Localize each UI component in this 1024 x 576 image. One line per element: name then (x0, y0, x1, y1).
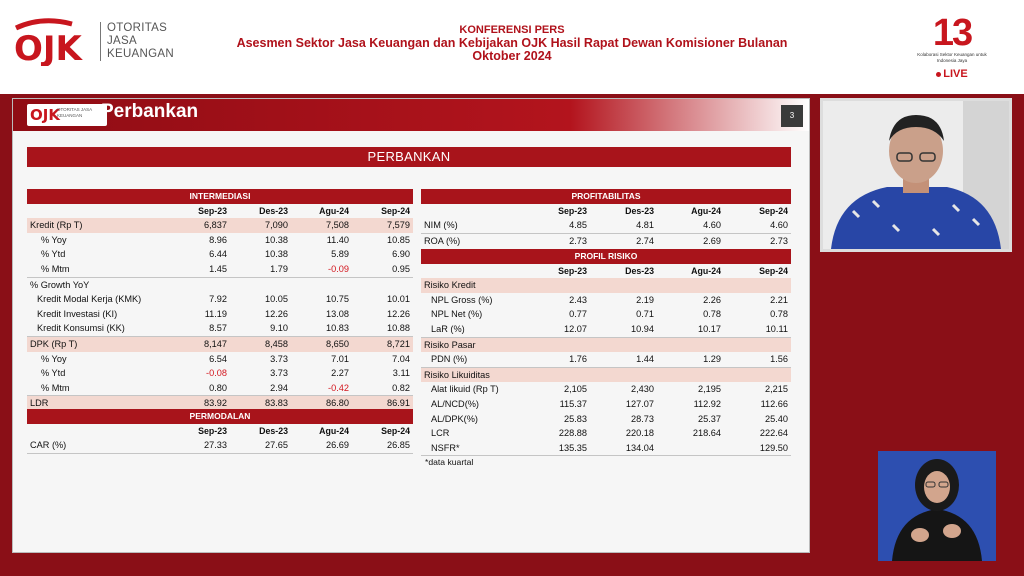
conference-title: Asesmen Sektor Jasa Keuangan dan Kebijakan OJK Hasil Rapat Dewan Komisioner Bulanan (236, 36, 788, 50)
cell-value: 10.05 (265, 294, 288, 305)
cell-value: 10.38 (265, 234, 288, 245)
cell-value: 2.43 (569, 294, 587, 305)
table-row (421, 382, 791, 397)
ojk-logo-text (100, 22, 180, 61)
row-label: Kredit Konsumsi (KK) (27, 321, 169, 336)
cell-value: 1.29 (657, 352, 724, 367)
cell-value: 10.38 (265, 249, 288, 260)
cell-value: 25.83 (564, 413, 587, 424)
column-header: Des-23 (230, 424, 291, 439)
speaker-video-feed (820, 98, 1012, 252)
row-label: NSFR* (421, 441, 523, 456)
cell-value: 2.74 (636, 235, 654, 246)
table-row (27, 366, 413, 381)
column-header: Sep-23 (169, 204, 230, 219)
row-label: NIM (%) (421, 218, 523, 233)
cell-value: 10.75 (326, 294, 349, 305)
table-row (27, 307, 413, 322)
cell-value: 8.57 (169, 321, 230, 336)
cell-value: -0.42 (291, 381, 352, 396)
table-row (27, 277, 413, 292)
table-row (421, 412, 791, 427)
cell-value: 2.94 (230, 381, 291, 396)
table-row (421, 293, 791, 308)
cell-value (169, 277, 230, 292)
section-header: PROFIL RISIKO (421, 249, 791, 264)
cell-value: 25.40 (765, 413, 788, 424)
cell-value: 2,215 (765, 384, 788, 395)
row-label: Risiko Likuiditas (421, 367, 523, 382)
cell-value: 13.08 (326, 308, 349, 319)
cell-value: 26.69 (291, 438, 352, 453)
slide-logo-text: OTORITAS JASA KEUANGAN (57, 107, 92, 118)
logo-line: KEUANGAN (107, 48, 174, 60)
cell-value: 4.60 (657, 218, 724, 233)
speaker-figure-icon (823, 101, 1009, 249)
cell-value (724, 367, 791, 382)
table-row (27, 381, 413, 396)
row-label: % Growth YoY (30, 279, 90, 290)
cell-value (657, 441, 724, 456)
cell-value: 0.95 (352, 262, 413, 277)
cell-value: 10.85 (387, 234, 410, 245)
cell-value: 11.19 (204, 308, 227, 319)
cell-value: 4.85 (523, 218, 590, 233)
table-row (27, 336, 413, 351)
intermediasi-table (27, 189, 413, 411)
cell-value: 5.89 (331, 249, 349, 260)
row-label: CAR (%) (27, 438, 169, 453)
table-row (27, 438, 413, 453)
table-row (421, 278, 791, 293)
row-label: LaR (%) (421, 322, 523, 337)
column-header: Agu-24 (291, 204, 352, 219)
cell-value (590, 337, 657, 352)
table-row (421, 397, 791, 412)
cell-value: 8,721 (352, 336, 413, 351)
cell-value: 0.77 (569, 309, 587, 320)
table-row (421, 307, 791, 322)
cell-value: 8,147 (169, 336, 230, 351)
cell-value: 220.18 (625, 428, 654, 439)
row-label: % Mtm (27, 262, 169, 277)
row-label: % Yoy (41, 353, 67, 364)
cell-value: 27.65 (230, 438, 291, 453)
cell-value (352, 277, 413, 292)
cell-value: 6,837 (169, 218, 230, 233)
row-label: DPK (Rp T) (27, 336, 169, 351)
cell-value: 12.26 (265, 308, 288, 319)
cell-value: 10.17 (657, 322, 724, 337)
cell-value: 7,579 (352, 218, 413, 233)
cell-value: 228.88 (558, 428, 587, 439)
row-label: Risiko Kredit (421, 278, 523, 293)
cell-value: 2.19 (636, 294, 654, 305)
cell-value: 3.11 (392, 368, 410, 379)
column-header: Sep-24 (352, 204, 413, 219)
cell-value (523, 278, 590, 293)
cell-value: 134.04 (590, 441, 657, 456)
sign-language-interpreter-video (878, 451, 996, 561)
cell-value: 7,508 (291, 218, 352, 233)
cell-value: 10.94 (590, 322, 657, 337)
cell-value: 218.64 (692, 428, 721, 439)
column-header: Sep-24 (724, 264, 791, 279)
column-header: Sep-23 (523, 204, 590, 219)
cell-value: 2.69 (703, 235, 721, 246)
cell-value: 2.27 (331, 368, 349, 379)
table-row (421, 337, 791, 352)
svg-text:OJK: OJK (14, 29, 82, 66)
speaker-video-frame (823, 101, 1009, 249)
cell-value: 112.92 (693, 398, 721, 409)
cell-value: 8,458 (230, 336, 291, 351)
permodalan-table (27, 409, 413, 454)
cell-value: 83.92 (169, 396, 230, 411)
table-row (421, 367, 791, 382)
column-header: Agu-24 (291, 424, 352, 439)
live-dot-icon (936, 72, 941, 77)
cell-value: 8.96 (209, 234, 227, 245)
section-header: PROFITABILITAS (421, 189, 791, 204)
ojk-logo (12, 8, 174, 70)
column-header: Sep-24 (724, 204, 791, 219)
column-header: Sep-23 (169, 424, 230, 439)
anniversary-number: 13 (932, 12, 972, 54)
slide-title: Perbankan (101, 101, 199, 122)
cell-value: 112.66 (760, 398, 788, 409)
cell-value (590, 278, 657, 293)
table-row (27, 321, 413, 336)
slide-ojk-logo (27, 104, 107, 126)
cell-value: 2.21 (770, 294, 788, 305)
cell-value: 2,430 (631, 384, 654, 395)
row-label: Alat likuid (Rp T) (431, 384, 499, 395)
cell-value: 9.10 (230, 321, 291, 336)
cell-value: 127.07 (625, 398, 654, 409)
cell-value: 1.56 (724, 352, 791, 367)
logo-line: JASA (107, 35, 137, 47)
cell-value (657, 367, 724, 382)
table-row (27, 247, 413, 262)
cell-value: 11.40 (326, 234, 349, 245)
cell-value: 86.80 (291, 396, 352, 411)
cell-value (657, 278, 724, 293)
row-label: % Ytd (41, 368, 66, 379)
row-label: LDR (27, 396, 169, 411)
live-indicator (912, 68, 992, 80)
table-row (27, 218, 413, 233)
cell-value: 3.73 (270, 353, 288, 364)
row-label: % Mtm (27, 381, 169, 396)
row-label: Risiko Pasar (421, 337, 523, 352)
row-label: ROA (%) (424, 235, 461, 246)
table-row (421, 352, 791, 367)
row-label: Kredit Investasi (KI) (37, 308, 118, 319)
column-header: Des-23 (230, 204, 291, 219)
cell-value: 0.82 (352, 381, 413, 396)
cell-value: 2,105 (564, 384, 587, 395)
slide-logo-mark: OJK (30, 106, 60, 124)
column-header: Des-23 (590, 264, 657, 279)
cell-value (590, 367, 657, 382)
cell-value: 3.73 (270, 368, 288, 379)
cell-value: 7.01 (331, 353, 349, 364)
column-header: Sep-24 (352, 424, 413, 439)
broadcast-header (0, 0, 1024, 94)
cell-value: 10.88 (352, 321, 413, 336)
presentation-slide (12, 98, 810, 553)
section-header: PERMODALAN (27, 409, 413, 424)
cell-value: 10.83 (291, 321, 352, 336)
cell-value: 0.80 (169, 381, 230, 396)
live-label: LIVE (943, 68, 968, 80)
cell-value: 10.11 (724, 322, 791, 337)
footnote: *data kuartal (425, 457, 474, 467)
cell-value: 6.44 (209, 249, 227, 260)
cell-value: 2.73 (569, 235, 587, 246)
cell-value (657, 337, 724, 352)
cell-value: 27.33 (169, 438, 230, 453)
section-header: INTERMEDIASI (27, 189, 413, 204)
cell-value: 115.37 (559, 398, 587, 409)
table-row (421, 218, 791, 233)
cell-value (724, 278, 791, 293)
ojk-logo-mark-icon (12, 14, 94, 66)
row-label: % Ytd (41, 249, 66, 260)
cell-value: 1.45 (169, 262, 230, 277)
cell-value: 8,650 (291, 336, 352, 351)
cell-value: 6.54 (209, 353, 227, 364)
cell-value (291, 277, 352, 292)
column-header (421, 204, 523, 219)
conference-title-block (220, 24, 804, 63)
cell-value: 25.37 (698, 413, 721, 424)
cell-value: 2.73 (770, 235, 788, 246)
row-label: AL/DPK(%) (431, 413, 478, 424)
cell-value: 135.35 (523, 441, 590, 456)
cell-value: 7,090 (230, 218, 291, 233)
row-label: LCR (431, 428, 450, 439)
table-row (421, 441, 791, 456)
table-row (421, 426, 791, 441)
conference-label: KONFERENSI PERS (459, 24, 565, 36)
row-label: NPL Gross (%) (431, 294, 493, 305)
cell-value: 129.50 (724, 441, 791, 456)
cell-value: 0.78 (770, 309, 788, 320)
cell-value (523, 367, 590, 382)
cell-value: 10.01 (387, 294, 410, 305)
row-label: % Yoy (41, 234, 67, 245)
cell-value: 0.71 (636, 309, 654, 320)
column-header: Agu-24 (657, 264, 724, 279)
row-label: AL/NCD(%) (431, 398, 479, 409)
anniversary-tagline: Kolaborasi Sektor Keuangan untuk Indonesia Jaya (917, 52, 987, 63)
cell-value: 26.85 (352, 438, 413, 453)
cell-value (724, 337, 791, 352)
column-header (421, 264, 523, 279)
table-row (27, 292, 413, 307)
cell-value: 28.73 (631, 413, 654, 424)
row-label: Kredit Modal Kerja (KMK) (37, 294, 142, 305)
row-label: PDN (%) (421, 352, 523, 367)
cell-value: -0.09 (291, 262, 352, 277)
section-banner: PERBANKAN (27, 147, 791, 167)
cell-value: 12.07 (523, 322, 590, 337)
cell-value: 1.79 (230, 262, 291, 277)
table-row (421, 233, 791, 248)
cell-value: 7.04 (392, 353, 410, 364)
cell-value: 12.26 (387, 308, 410, 319)
slide-header (13, 99, 809, 131)
cell-value: 222.64 (759, 428, 788, 439)
cell-value: 2,195 (698, 384, 721, 395)
cell-value: -0.08 (206, 368, 227, 379)
cell-value: 83.83 (230, 396, 291, 411)
column-header: Sep-23 (523, 264, 590, 279)
column-header: Agu-24 (657, 204, 724, 219)
interpreter-figure-icon (878, 451, 996, 561)
row-label: NPL Net (%) (431, 309, 483, 320)
table-row (27, 352, 413, 367)
table-row (421, 322, 791, 337)
table-row (27, 233, 413, 248)
column-header (27, 204, 169, 219)
cell-value: 1.76 (523, 352, 590, 367)
cell-value (523, 337, 590, 352)
row-label: Kredit (Rp T) (27, 218, 169, 233)
column-header: Des-23 (590, 204, 657, 219)
conference-period: Oktober 2024 (472, 49, 552, 63)
table-row (27, 262, 413, 277)
slide-page-number: 3 (781, 105, 803, 127)
profil-risiko-table (421, 249, 791, 456)
column-header (27, 424, 169, 439)
cell-value: 4.60 (724, 218, 791, 233)
cell-value: 7.92 (209, 294, 227, 305)
cell-value: 4.81 (590, 218, 657, 233)
logo-line: OTORITAS (107, 22, 168, 34)
cell-value: 0.78 (703, 309, 721, 320)
anniversary-badge (912, 14, 992, 94)
cell-value: 6.90 (392, 249, 410, 260)
cell-value: 86.91 (352, 396, 413, 411)
cell-value: 2.26 (703, 294, 721, 305)
cell-value: 1.44 (590, 352, 657, 367)
profitabilitas-table (421, 189, 791, 248)
cell-value (230, 277, 291, 292)
